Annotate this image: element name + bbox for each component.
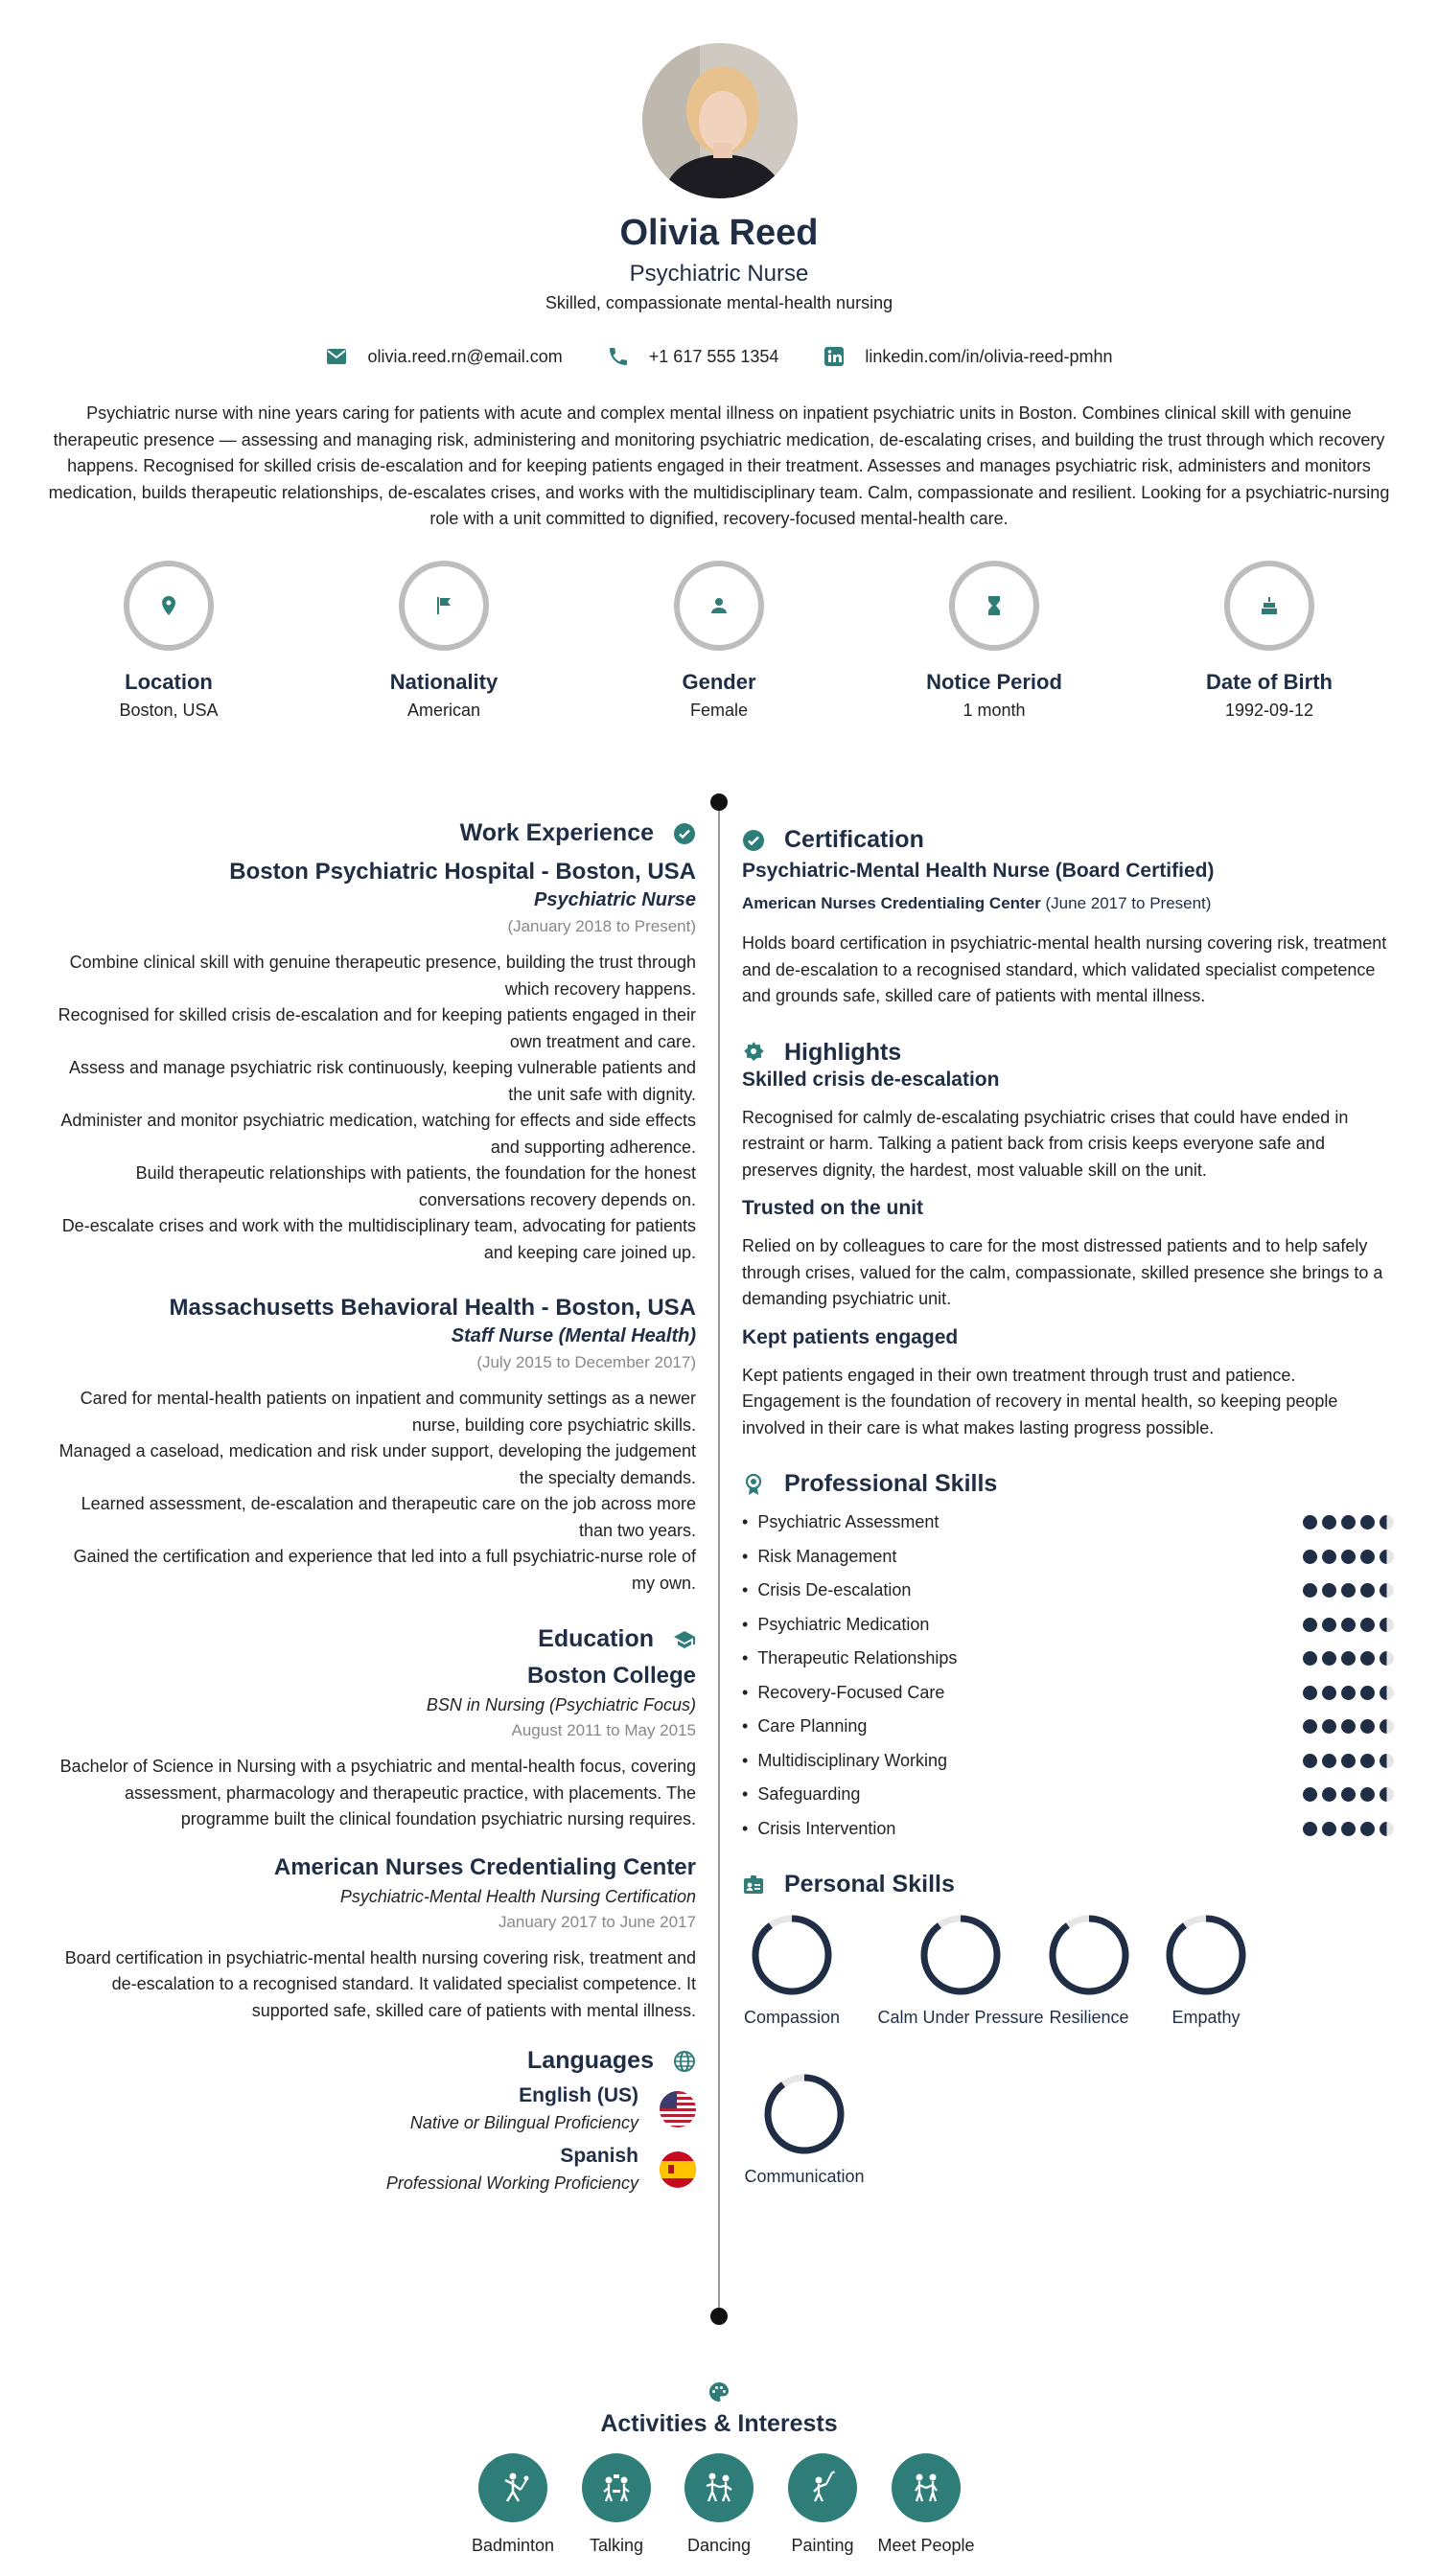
gauge-fill (768, 2078, 841, 2150)
info-label: Gender (682, 670, 756, 694)
professional-skills-list (742, 1506, 1394, 1846)
skill-gauge (749, 1912, 835, 1998)
flag-icon (432, 594, 455, 617)
email-text: olivia.reed.rn@email.com (367, 346, 563, 366)
edu-description: Board certification in psychiatric-mental health nursing covering risk, treatment and de-escalation to a recognised standard. It validated specialist competence. It supported safe, skilled care of patients with mental illness. (64, 1947, 696, 2020)
language-name: Spanish (560, 2145, 638, 2167)
edu-degree: BSN in Nursing (Psychiatric Focus) (426, 1695, 696, 1714)
profile-summary: Psychiatric nurse with nine years caring for patients with acute and complex mental illness on inpatient psychiatric units in Boston. Combines clinical skill with genuine therapeutic presence — assessing and managing risk, administering and monitoring psychiatric medication, de-escalating crises, and building the trust through which recovery happens. Recognised for skilled crisis de-escalation and for keeping patients engaged in their treatment. Assesses and manages psychiatric risk, administers and monitors medication, builds therapeutic relationships, de-escalates crises, and works with the multidisciplinary team. Calm, compassionate and resilient. Looking for a psychiatric-nursing role with a unit committed to dignified, recovery-focused mental-health care. (48, 403, 1390, 528)
skill-row (742, 1642, 1394, 1676)
personal-skill-label: Calm Under Pressure (877, 2008, 1044, 2027)
cert-org-line (742, 894, 1394, 913)
rating-dot (1380, 1754, 1394, 1768)
skill-rating (1303, 1822, 1394, 1836)
education-heading (46, 1625, 696, 1653)
section-title: Professional Skills (784, 1470, 998, 1497)
skill-row (742, 1812, 1394, 1847)
skill-name: • Risk Management (742, 1547, 896, 1567)
person-icon (707, 594, 731, 617)
job-title: Psychiatric Nurse (534, 889, 696, 910)
highlight-desc: Kept patients engaged in their own treatment through trust and patience. Engagement is the foundation of recovery in mental health, so keeping people involved in their care is what makes lasting progress possible. (742, 1365, 1338, 1438)
education-entry (46, 1663, 696, 1833)
job-bullet: Cared for mental-health patients on inpatient and community settings as a newer nurse, building core psychiatric skills. (80, 1389, 696, 1435)
activity-label: Painting (791, 2536, 854, 2555)
info-value: Female (689, 701, 749, 720)
skill-name: • Psychiatric Medication (742, 1615, 929, 1635)
skill-name: • Safeguarding (742, 1784, 860, 1805)
talking-icon (597, 2469, 636, 2507)
skill-row (742, 1540, 1394, 1575)
skill-rating (1303, 1618, 1394, 1632)
skill-rating (1303, 1583, 1394, 1598)
rating-dot (1322, 1515, 1336, 1530)
skill-row (742, 1506, 1394, 1540)
badminton-icon (494, 2469, 532, 2507)
skill-gauge (1163, 1912, 1249, 1998)
rating-dot (1303, 1515, 1317, 1530)
work-experience-heading (46, 819, 696, 847)
skill-rating (1303, 1719, 1394, 1734)
star-badge-icon (742, 1041, 765, 1064)
rating-dot (1380, 1515, 1394, 1530)
info-value: Boston, USA (119, 701, 219, 720)
cert-date: (June 2017 to Present) (1045, 894, 1212, 912)
activity-label: Badminton (471, 2536, 555, 2555)
personal-skill-label: Communication (744, 2167, 865, 2186)
highlight-title: Skilled crisis de-escalation (742, 1068, 1000, 1091)
linkedin-icon (823, 345, 846, 368)
highlight-title: Trusted on the unit (742, 1197, 923, 1219)
rating-dot (1303, 1686, 1317, 1700)
cert-org: American Nurses Credentialing Center (742, 894, 1041, 912)
rating-dot (1322, 1822, 1336, 1836)
job-bullet: Build therapeutic relationships with patients, the foundation for the honest conversations recovery depends on. (135, 1163, 696, 1209)
job-date: (July 2015 to December 2017) (476, 1353, 696, 1371)
rating-dot (1322, 1719, 1336, 1734)
rating-dot (1322, 1754, 1336, 1768)
section-title: Education (538, 1625, 654, 1652)
candidate-tagline: Skilled, compassionate mental-health nursing (545, 293, 893, 312)
skill-name: • Psychiatric Assessment (742, 1512, 939, 1532)
rating-dot (1341, 1651, 1356, 1666)
contact-bar (0, 345, 1438, 368)
info-value: 1992-09-12 (1224, 701, 1314, 720)
job-org: Boston Psychiatric Hospital - Boston, USA (229, 859, 696, 885)
job-bullets (46, 950, 696, 1266)
rating-dot (1360, 1618, 1375, 1632)
personal-skills-heading (742, 1871, 1394, 1898)
language-name: English (US) (519, 2084, 638, 2106)
highlight-item (742, 1326, 1394, 1442)
job-bullet: De-escalate crises and work with the multidisciplinary team, advocating for patients and keeping care joined up. (61, 1216, 696, 1262)
meet-people-icon (907, 2469, 945, 2507)
activity-label: Dancing (686, 2536, 752, 2555)
rating-dot (1303, 1822, 1317, 1836)
contact-linkedin[interactable] (823, 345, 1112, 368)
education-entry (46, 1854, 696, 2025)
skill-gauge (1046, 1912, 1132, 1998)
section-title: Personal Skills (784, 1871, 955, 1898)
rating-dot (1360, 1787, 1375, 1802)
rating-dot (1341, 1583, 1356, 1598)
personal-skill (1156, 1912, 1256, 2028)
phone-text: +1 617 555 1354 (648, 346, 779, 366)
rating-dot (1322, 1686, 1336, 1700)
timeline-line (718, 801, 720, 2317)
hourglass-icon (983, 594, 1006, 617)
personal-skill-label: Resilience (1049, 2008, 1129, 2027)
email-icon (325, 345, 348, 368)
edu-date: January 2017 to June 2017 (498, 1912, 696, 1931)
personal-skills-grid (742, 1898, 1394, 2224)
rating-dot (1303, 1651, 1317, 1666)
activities-heading: Activities & Interests (600, 2410, 838, 2437)
gauge-fill (1053, 1919, 1125, 1991)
info-gender (604, 561, 834, 721)
personal-skill (742, 1912, 842, 2028)
rating-dot (1380, 1686, 1394, 1700)
rating-dot (1322, 1651, 1336, 1666)
skill-gauge (917, 1912, 1004, 1998)
phone-icon (607, 345, 630, 368)
activity-meet-people (873, 2453, 979, 2557)
cert-name: Psychiatric-Mental Health Nurse (Board Certified) (742, 860, 1215, 882)
rating-dot (1360, 1515, 1375, 1530)
verified-badge-icon (742, 829, 765, 852)
skill-row (742, 1778, 1394, 1812)
skill-rating (1303, 1550, 1394, 1564)
job-date: (January 2018 to Present) (507, 917, 696, 935)
avatar (642, 43, 798, 198)
rating-dot (1360, 1651, 1375, 1666)
work-entry (46, 859, 696, 1266)
rating-dot (1360, 1822, 1375, 1836)
award-ribbon-icon (742, 1473, 765, 1496)
contact-email[interactable] (325, 345, 562, 368)
info-date-of-birth (1154, 561, 1384, 721)
job-bullet: Assess and manage psychiatric risk continuously, keeping vulnerable patients and the unit safe with dignity. (68, 1058, 696, 1104)
languages-heading (46, 2047, 696, 2075)
job-title: Staff Nurse (Mental Health) (451, 1325, 696, 1346)
rating-dot (1360, 1754, 1375, 1768)
section-title: Work Experience (459, 819, 654, 846)
section-title: Highlights (784, 1038, 902, 1066)
personal-skill-label: Empathy (1171, 2008, 1241, 2027)
linkedin-text: linkedin.com/in/olivia-reed-pmhn (865, 346, 1113, 366)
candidate-name: Olivia Reed (619, 213, 819, 253)
professional-skills-heading (742, 1470, 1394, 1498)
job-org: Massachusetts Behavioral Health - Boston, USA (169, 1295, 696, 1321)
info-label: Location (125, 670, 213, 694)
graduation-cap-icon (673, 1628, 696, 1651)
personal-skill (876, 1912, 1045, 2028)
skill-row (742, 1744, 1394, 1779)
skill-rating (1303, 1754, 1394, 1768)
activity-dancing (666, 2453, 772, 2557)
rating-dot (1341, 1618, 1356, 1632)
skill-rating (1303, 1686, 1394, 1700)
info-label: Notice Period (926, 670, 1062, 694)
rating-dot (1380, 1651, 1394, 1666)
rating-dot (1341, 1787, 1356, 1802)
rating-dot (1322, 1787, 1336, 1802)
skill-name: • Crisis De-escalation (742, 1580, 911, 1600)
left-column (46, 819, 696, 2194)
highlight-desc: Recognised for calmly de-escalating psychiatric crises that could have ended in restraint or harm. Talking a patient back from crisis keeps everyone safe and preserves dignity, the hardest, most valuable skill on the unit. (742, 1107, 1349, 1180)
highlight-item (742, 1197, 1394, 1313)
info-label: Nationality (389, 670, 499, 694)
rating-dot (1341, 1754, 1356, 1768)
activity-label: Meet People (877, 2536, 975, 2555)
edu-description: Bachelor of Science in Nursing with a psychiatric and mental-health focus, covering assessment, pharmacology and therapeutic practice, with placements. The programme built the clinical foundation psychiatric nursing requires. (59, 1757, 696, 1828)
highlights-heading (742, 1039, 1394, 1067)
job-bullet: Learned assessment, de-escalation and therapeutic care on the job across more than two years. (81, 1494, 696, 1540)
rating-dot (1360, 1686, 1375, 1700)
skill-rating (1303, 1515, 1394, 1530)
id-card-icon (742, 1874, 765, 1897)
right-column (742, 826, 1394, 2224)
rating-dot (1341, 1550, 1356, 1564)
candidate-role: Psychiatric Nurse (629, 261, 809, 287)
spain-flag-icon (660, 2151, 696, 2188)
job-bullet: Combine clinical skill with genuine therapeutic presence, building the trust through which recovery happens. (69, 953, 696, 999)
info-notice-period (879, 561, 1109, 721)
certification-heading (742, 826, 1394, 854)
rating-dot (1303, 1719, 1317, 1734)
us-flag-icon (660, 2091, 696, 2128)
skill-row (742, 1574, 1394, 1608)
job-bullet: Recognised for skilled crisis de-escalation and for keeping patients engaged in their own treatment and care. (58, 1005, 696, 1051)
rating-dot (1341, 1515, 1356, 1530)
verified-badge-icon (673, 822, 696, 845)
skill-row (742, 1676, 1394, 1711)
skill-name: • Therapeutic Relationships (742, 1648, 957, 1668)
info-value: American (406, 701, 481, 720)
rating-dot (1341, 1686, 1356, 1700)
rating-dot (1360, 1719, 1375, 1734)
skill-name: • Multidisciplinary Working (742, 1751, 947, 1771)
activity-painting (770, 2453, 875, 2557)
rating-dot (1380, 1583, 1394, 1598)
timeline-dot-top (710, 794, 728, 811)
rating-dot (1322, 1550, 1336, 1564)
rating-dot (1380, 1787, 1394, 1802)
activity-label: Talking (589, 2536, 644, 2555)
globe-icon (673, 2050, 696, 2073)
highlight-item (742, 1069, 1394, 1184)
section-title: Certification (784, 826, 924, 853)
rating-dot (1303, 1754, 1317, 1768)
gauge-fill (924, 1919, 997, 1991)
rating-dot (1303, 1550, 1317, 1564)
skill-rating (1303, 1651, 1394, 1666)
rating-dot (1360, 1550, 1375, 1564)
activity-talking (564, 2453, 669, 2557)
rating-dot (1322, 1583, 1336, 1598)
info-label: Date of Birth (1206, 670, 1333, 694)
gauge-fill (755, 1919, 828, 1991)
rating-dot (1303, 1583, 1317, 1598)
painting-icon (803, 2469, 842, 2507)
edu-degree: Psychiatric-Mental Health Nursing Certification (339, 1886, 696, 1906)
job-bullet: Gained the certification and experience that led into a full psychiatric-nurse role of my own. (73, 1547, 696, 1593)
edu-org: Boston College (526, 1663, 696, 1689)
job-bullet: Managed a caseload, medication and risk under support, developing the judgement the specialty demands. (58, 1441, 696, 1487)
highlight-desc: Relied on by colleagues to care for the most distressed patients and to help safely through crises, valued for the calm, compassionate, skilled presence she brings to a demanding psychiatric unit. (742, 1236, 1383, 1308)
language-level: Professional Working Proficiency (385, 2174, 638, 2193)
rating-dot (1303, 1618, 1317, 1632)
highlight-title: Kept patients engaged (742, 1325, 959, 1348)
activity-badminton (460, 2453, 566, 2557)
info-location (54, 561, 284, 721)
rating-dot (1380, 1719, 1394, 1734)
skill-name: • Care Planning (742, 1716, 867, 1736)
skill-row (742, 1608, 1394, 1643)
palette-icon (707, 2380, 731, 2404)
language-entry (46, 2084, 696, 2133)
rating-dot (1360, 1583, 1375, 1598)
timeline-dot-bottom (710, 2308, 728, 2325)
rating-dot (1341, 1822, 1356, 1836)
info-nationality (329, 561, 559, 721)
skill-name: • Crisis Intervention (742, 1819, 895, 1839)
language-entry (46, 2145, 696, 2194)
personal-skill (1039, 1912, 1139, 2028)
edu-date: August 2011 to May 2015 (511, 1721, 696, 1739)
rating-dot (1322, 1618, 1336, 1632)
info-value: 1 month (963, 701, 1026, 720)
rating-dot (1380, 1822, 1394, 1836)
section-title: Languages (527, 2047, 654, 2074)
work-entry (46, 1295, 696, 1597)
rating-dot (1303, 1787, 1317, 1802)
rating-dot (1380, 1618, 1394, 1632)
personal-skill (742, 2071, 867, 2187)
edu-org: American Nurses Credentialing Center (273, 1853, 696, 1880)
location-pin-icon (157, 594, 180, 617)
skill-name: • Recovery-Focused Care (742, 1683, 944, 1703)
contact-phone[interactable] (607, 345, 779, 368)
skill-gauge (761, 2071, 847, 2157)
cert-description: Holds board certification in psychiatric-mental health nursing covering risk, treatment and de-escalation to a recognised standard, which validated specialist competence and grounds safe, skilled care of patients with mental illness. (742, 933, 1387, 1005)
skill-row (742, 1710, 1394, 1744)
dancing-icon (700, 2469, 738, 2507)
cake-icon (1258, 594, 1281, 617)
rating-dot (1341, 1719, 1356, 1734)
rating-dot (1380, 1550, 1394, 1564)
language-level: Native or Bilingual Proficiency (409, 2113, 638, 2132)
personal-skill-label: Compassion (743, 2008, 841, 2027)
skill-rating (1303, 1787, 1394, 1802)
gauge-fill (1170, 1919, 1242, 1991)
job-bullet: Administer and monitor psychiatric medication, watching for effects and side effects and supporting adherence. (60, 1111, 696, 1157)
job-bullets (46, 1386, 696, 1597)
